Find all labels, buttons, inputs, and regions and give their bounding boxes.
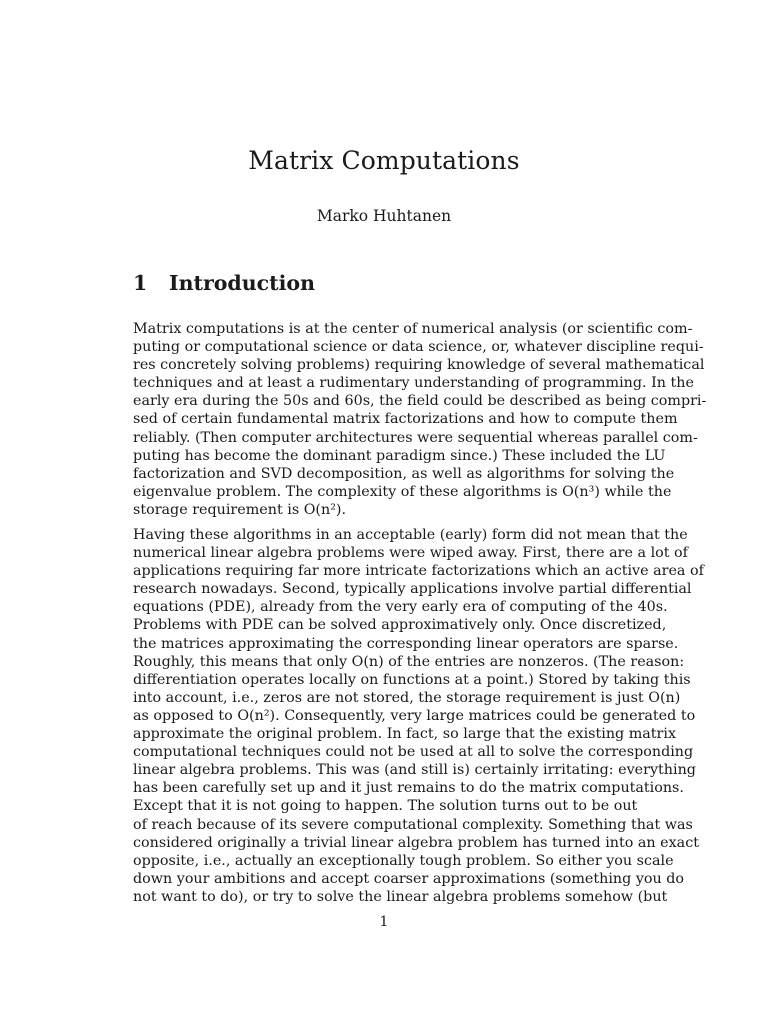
text-line: research nowadays. Second, typically applications involve partial differential <box>133 581 692 598</box>
text-line: down your ambitions and accept coarser approximations (something you do <box>133 870 685 887</box>
text-line: numerical linear algebra problems were wiped away. First, there are a lot of <box>133 545 688 562</box>
text-line: linear algebra problems. This was (and still is) certainly irritating: everything <box>133 762 696 779</box>
text-line: not want to do), or try to solve the linear algebra problems somehow (but <box>133 888 668 905</box>
text-line: Matrix computations is at the center of numerical analysis (or scientific com- <box>133 321 693 337</box>
page-number: 1 <box>379 914 389 930</box>
text-line: Having these algorithms in an acceptable (early) form did not mean that the <box>133 527 688 543</box>
text-line: eigenvalue problem. The complexity of these algorithms is O(n³) while the <box>133 483 672 500</box>
paragraph-1 <box>133 320 707 519</box>
text-line: res concretely solving problems) requiring knowledge of several mathematical <box>133 357 705 374</box>
text-line: the matrices approximating the corresponding linear operators are sparse. <box>133 635 679 652</box>
paragraph-2 <box>133 526 704 906</box>
text-line: equations (PDE), already from the very early era of computing of the 40s. <box>133 599 668 616</box>
text-line: sed of certain fundamental matrix factorizations and how to compute them <box>133 411 678 428</box>
section-heading <box>133 271 315 295</box>
text-line: into account, i.e., zeros are not stored, the storage requirement is just O(n) <box>133 689 681 706</box>
text-line: opposite, i.e., actually an exceptionally tough problem. So either you scale <box>133 852 674 869</box>
text-line: has been carefully set up and it just remains to do the matrix computations. <box>133 780 684 797</box>
document-title: Matrix Computations <box>248 146 520 175</box>
text-line: Roughly, this means that only O(n) of the entries are nonzeros. (The reason: <box>133 653 685 670</box>
document-author: Marko Huhtanen <box>316 207 452 225</box>
text-line: applications requiring far more intricate factorizations which an active area of <box>133 563 704 580</box>
section-number: 1 <box>133 271 148 295</box>
text-line: of reach because of its severe computational complexity. Something that was <box>133 816 693 833</box>
text-line: techniques and at least a rudimentary understanding of programming. In the <box>133 375 694 392</box>
text-line: computational techniques could not be used at all to solve the corresponding <box>133 744 694 761</box>
text-line: puting or computational science or data science, or, whatever discipline requi- <box>133 339 704 356</box>
text-line: storage requirement is O(n²). <box>133 501 347 518</box>
text-line: factorization and SVD decomposition, as well as algorithms for solving the <box>133 465 675 482</box>
text-line: Problems with PDE can be solved approximatively only. Once discretized, <box>133 617 667 634</box>
text-line: early era during the 50s and 60s, the field could be described as being compri- <box>133 393 707 410</box>
text-line: puting has become the dominant paradigm since.) These included the LU <box>133 447 666 464</box>
text-line: approximate the original problem. In fact, so large that the existing matrix <box>133 726 677 743</box>
text-line: considered originally a trivial linear algebra problem has turned into an exact <box>133 834 699 851</box>
text-line: differentiation operates locally on functions at a point.) Stored by taking this <box>133 671 691 688</box>
text-line: reliably. (Then computer architectures were sequential whereas parallel com- <box>133 429 698 446</box>
text-line: as opposed to O(n²). Consequently, very large matrices could be generated to <box>133 707 696 724</box>
section-title: Introduction <box>169 271 315 295</box>
text-line: Except that it is not going to happen. The solution turns out to be out <box>133 798 638 815</box>
